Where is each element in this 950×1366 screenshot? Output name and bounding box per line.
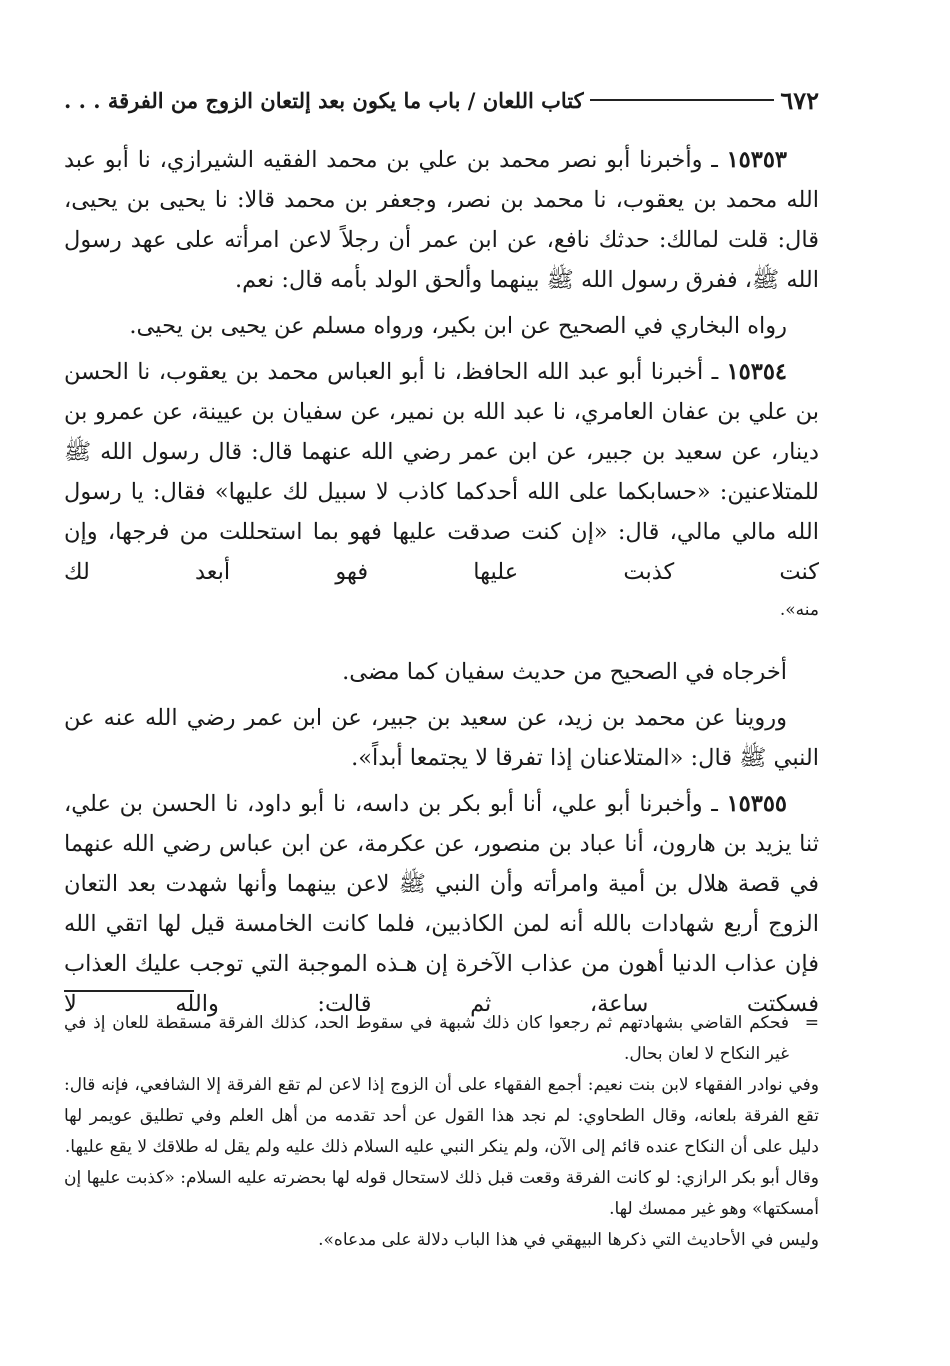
footnote-continuation — [64, 1008, 819, 1070]
header-rule — [590, 99, 775, 101]
running-header — [64, 78, 819, 122]
page — [64, 78, 819, 1250]
footnotes — [64, 1008, 819, 1256]
main-text — [64, 140, 819, 1024]
footnote-text: وقال أبو بكر الرازي: لو كانت الفرقة وقعت قبل ذلك لاستحال قوله لها بحضرته عليه السلام: «كذبت عليها إن أمسكتها» وهو غير ممسك لها. — [64, 1168, 819, 1219]
hadith-15353 — [64, 140, 819, 300]
footnote-text: وليس في الأحاديث التي ذكرها البيهقي في هذا الباب دلالة على مدعاه». — [318, 1230, 819, 1250]
continuation-marker: = — [804, 1013, 819, 1033]
riwaya-note — [64, 698, 819, 778]
hadith-number: ١٥٣٥٤ — [726, 359, 787, 385]
hadith-number: ١٥٣٥٣ — [726, 147, 787, 173]
footnote-paragraph — [64, 1070, 819, 1163]
note-text: وروينا عن محمد بن زيد، عن سعيد بن جبير، عن ابن عمر رضي الله عنه عن النبي ﷺ قال: «المتلاعنان إذا تفرقا لا يجتمعا‏ ‏أبداً». — [64, 705, 819, 771]
footnote-text: فحكم القاضي بشهادتهم ثم رجعوا كان ذلك شبهة في سقوط الحد، كذلك الفرقة مسقطة للعان إذ في غير النكاح لا لعان بحال. — [64, 1013, 789, 1064]
note-text: رواه البخاري في الصحيح عن ابن بكير، ورواه مسلم عن يحيى بن يحيى. — [129, 313, 787, 339]
takhrij-note — [64, 652, 819, 692]
footnote-paragraph — [64, 1163, 819, 1225]
hadith-text: ـ وأخبرنا أبو علي، أنا أبو بكر بن داسه، نا أبو داود، نا الحسن بن علي، ثنا يزيد بن هارون، أنا عباد بن منصور، عن عكرمة، عن ابن عباس رضي الله عنهما في قصة هلال بن أمية وامرأته وأن النبي ﷺ لاعن بينهما وأنها شهدت بعد التعان الزوج أربع شهادات بالله أنه لمن الكاذبين، فلما كانت الخامسة قيل لها اتقي الله فإن عذاب الدنيا أهون من عذاب الآخرة إن هـذه الموجبة التي توجب عليك العذاب فسكتت ساعة، ثم قالت: والله لا — [64, 791, 819, 1017]
hadith-text: ـ أخبرنا أبو عبد الله الحافظ، نا أبو العباس محمد بن يعقوب، نا الحسن بن علي بن عفان العامري، نا عبد الله بن نمير، عن سفيان بن عيينة، عن عمرو بن دينار، عن سعيد بن جبير، عن ابن عمر رضي الله عنهما قال: قال رسول الله ﷺ للمتلاعنين: «حسابكما على الله أحدكما كاذب لا سبيل لك عليها» فقال: يا رسول الله مالي مالي، قال: «إن كنت صدقت عليها فهو بما استحللت من فرجها، وإن كنت كذبت عليها فهو أبعد لك — [64, 359, 819, 585]
narration-note — [64, 306, 819, 346]
hadith-text: ـ وأخبرنا أبو نصر محمد بن علي بن محمد الفقيه الشيرازي، نا أبو عبد الله محمد بن يعقوب، نا محمد بن نصر، وجعفر بن محمد قالا: نا يحيى بن يحيى، قال: قلت لمالك: حدثك نافع، عن ابن عمر أن رجلاً لاعن امرأته على عهد رسول الله ﷺ، ففرق رسول الله ﷺ بينهما وألحق الولد بأمه قال: نعم. — [64, 147, 819, 293]
hadith-number: ١٥٣٥٥ — [726, 791, 787, 817]
footnote-text: وفي نوادر الفقهاء لابن بنت نعيم: أجمع الفقهاء على أن الزوج إذا لاعن لم تقع الفرقة إلا الشافعي، فإنه قال: تقع الفرقة بلعانه، وقال الطحاوي: لم نجد هذا القول عن أحد تقدمه من أهل العلم وفي تطليق عويمر لها دليل على أن النكاح عنده قائم إلى الآن، ولم ينكر النبي عليه السلام ذلك عليه ولم يقل له طلاقك لا يقع عليها. — [64, 1075, 819, 1157]
hadith-15354-tail — [64, 592, 819, 626]
footnote-paragraph — [64, 1225, 819, 1256]
page-number: ٦٧٢ — [780, 85, 819, 115]
running-title: كتاب اللعان / باب ما يكون بعد إلتعان الزوج من الفرقة . . . — [64, 87, 584, 113]
footnote-separator — [64, 990, 194, 992]
note-text: أخرجاه في الصحيح من حديث سفيان كما مضى. — [342, 659, 787, 685]
hadith-15354 — [64, 352, 819, 592]
hadith-15355 — [64, 784, 819, 1024]
hadith-tail: منه». — [779, 600, 819, 620]
